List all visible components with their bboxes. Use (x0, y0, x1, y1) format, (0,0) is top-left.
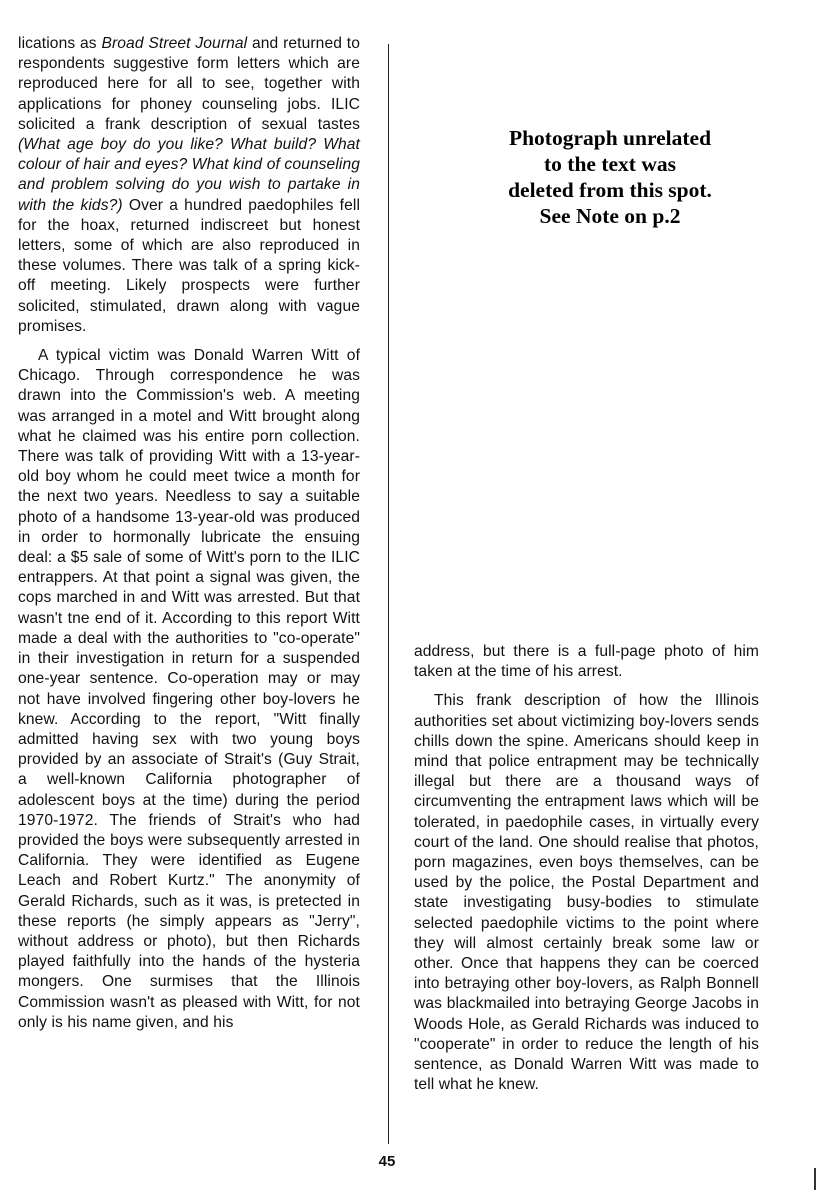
publication-name: Broad Street Journal (101, 35, 248, 52)
right-paragraph-1: address, but there is a full-page photo of him taken at the time of his arrest. (414, 643, 759, 681)
questionnaire-quote: (What age boy do you like? What build? What colour of hair and eyes? What kind of counseling and problem solving do you wish to partake in with the kids?) (18, 136, 360, 214)
left-paragraph-2: A typical victim was Donald Warren Witt of Chicago. Through correspondence he was drawn into the Commission's web. A meeting was arranged in a motel and Witt brought along what he claimed was his entire porn collection. There was talk of providing Witt with a 13-year-old boy whom he could meet twice a month for the next two years. Needless to say a suitable photo of a handsome 13-year-old was produced in order to hormonally lubricate the ensuing deal: a $5 sale of some of Witt's porn to the ILIC entrappers. At that point a signal was given, the cops marched in and Witt was arrested. But that wasn't tne end of it. According to this report Witt made a deal with the authorities to "co-operate" in their investigation in return for a suspended one-year sentence. Co-operation may or may not have involved fingering other boy-lovers he knew. According to the report, "Witt finally admitted having sex with two young boys provided by an associate of Strait's (Guy Strait, a well-known California photographer of adolescent boys at the time) during the period 1970-1972. The friends of Strait's who had provided the boys were subsequently arrested in California. They were identified as Eugene Leach and Robert Kurtz." The anonymity of Gerald Richards, such as it was, is pretected in these reports (he simply appears as "Jerry", without address or photo), but then Richards played faithfully into the hands of the hysteria mongers. One surmises that the Illinois Commission wasn't as pleased with Witt, for not only is his name given, and his (18, 347, 360, 1031)
left-paragraph-1 (18, 34, 360, 337)
right-paragraph-2: This frank description of how the Illinois authorities set about victimizing boy-lovers sends chills down the spine. Americans should keep in mind that police entrapment may be technically illegal but there are a thousand ways of circumventing the entrapment laws which will be tolerated, in paedophile cases, in virtually every court of the land. One should realise that photos, porn magazines, even boys themselves, can be used by the police, the Postal Department and state investigating busy-bodies to stimulate selected paedophile victims to the point where they will almost certainly break some law or other. Once that happens they can be coerced into betraying other boy-lovers, as Ralph Bonnell was blackmailed into betraying George Jacobs in Woods Hole, as Gerald Richards was induced to "cooperate" in order to reduce the length of his sentence, as Donald Warren Witt was made to tell what he knew. (414, 692, 759, 1094)
photo-note-line-1: Photograph unrelated (508, 126, 712, 150)
scan-edge-mark (814, 1168, 816, 1190)
left-text-column (18, 34, 360, 1033)
photo-removed-note (470, 125, 750, 229)
left-p1-text-c: and returned to respondents suggestive form letters which are reproduced here for all to see, together with applications for phoney counseling jobs. ILIC solicited a frank description of sexual tastes (18, 35, 360, 133)
photo-note-line-2: to the text was (544, 152, 676, 176)
photo-note-line-3: deleted from this spot. (508, 178, 712, 202)
left-p1-text-e: Over a hundred paedophiles fell for the hoax, returned indiscreet but honest letters, some of which are also reproduced in these volumes. There was talk of a spring kick-off meeting. Likely prospects were further solicited, stimulated, drawn along with vague promises. (18, 196, 361, 335)
photo-note-line-4: See Note on p.2 (539, 204, 681, 228)
column-divider (388, 44, 389, 1144)
right-text-column (414, 642, 759, 1095)
page-number: 45 (378, 1153, 396, 1170)
left-p1-text-a: lications as (18, 35, 102, 52)
